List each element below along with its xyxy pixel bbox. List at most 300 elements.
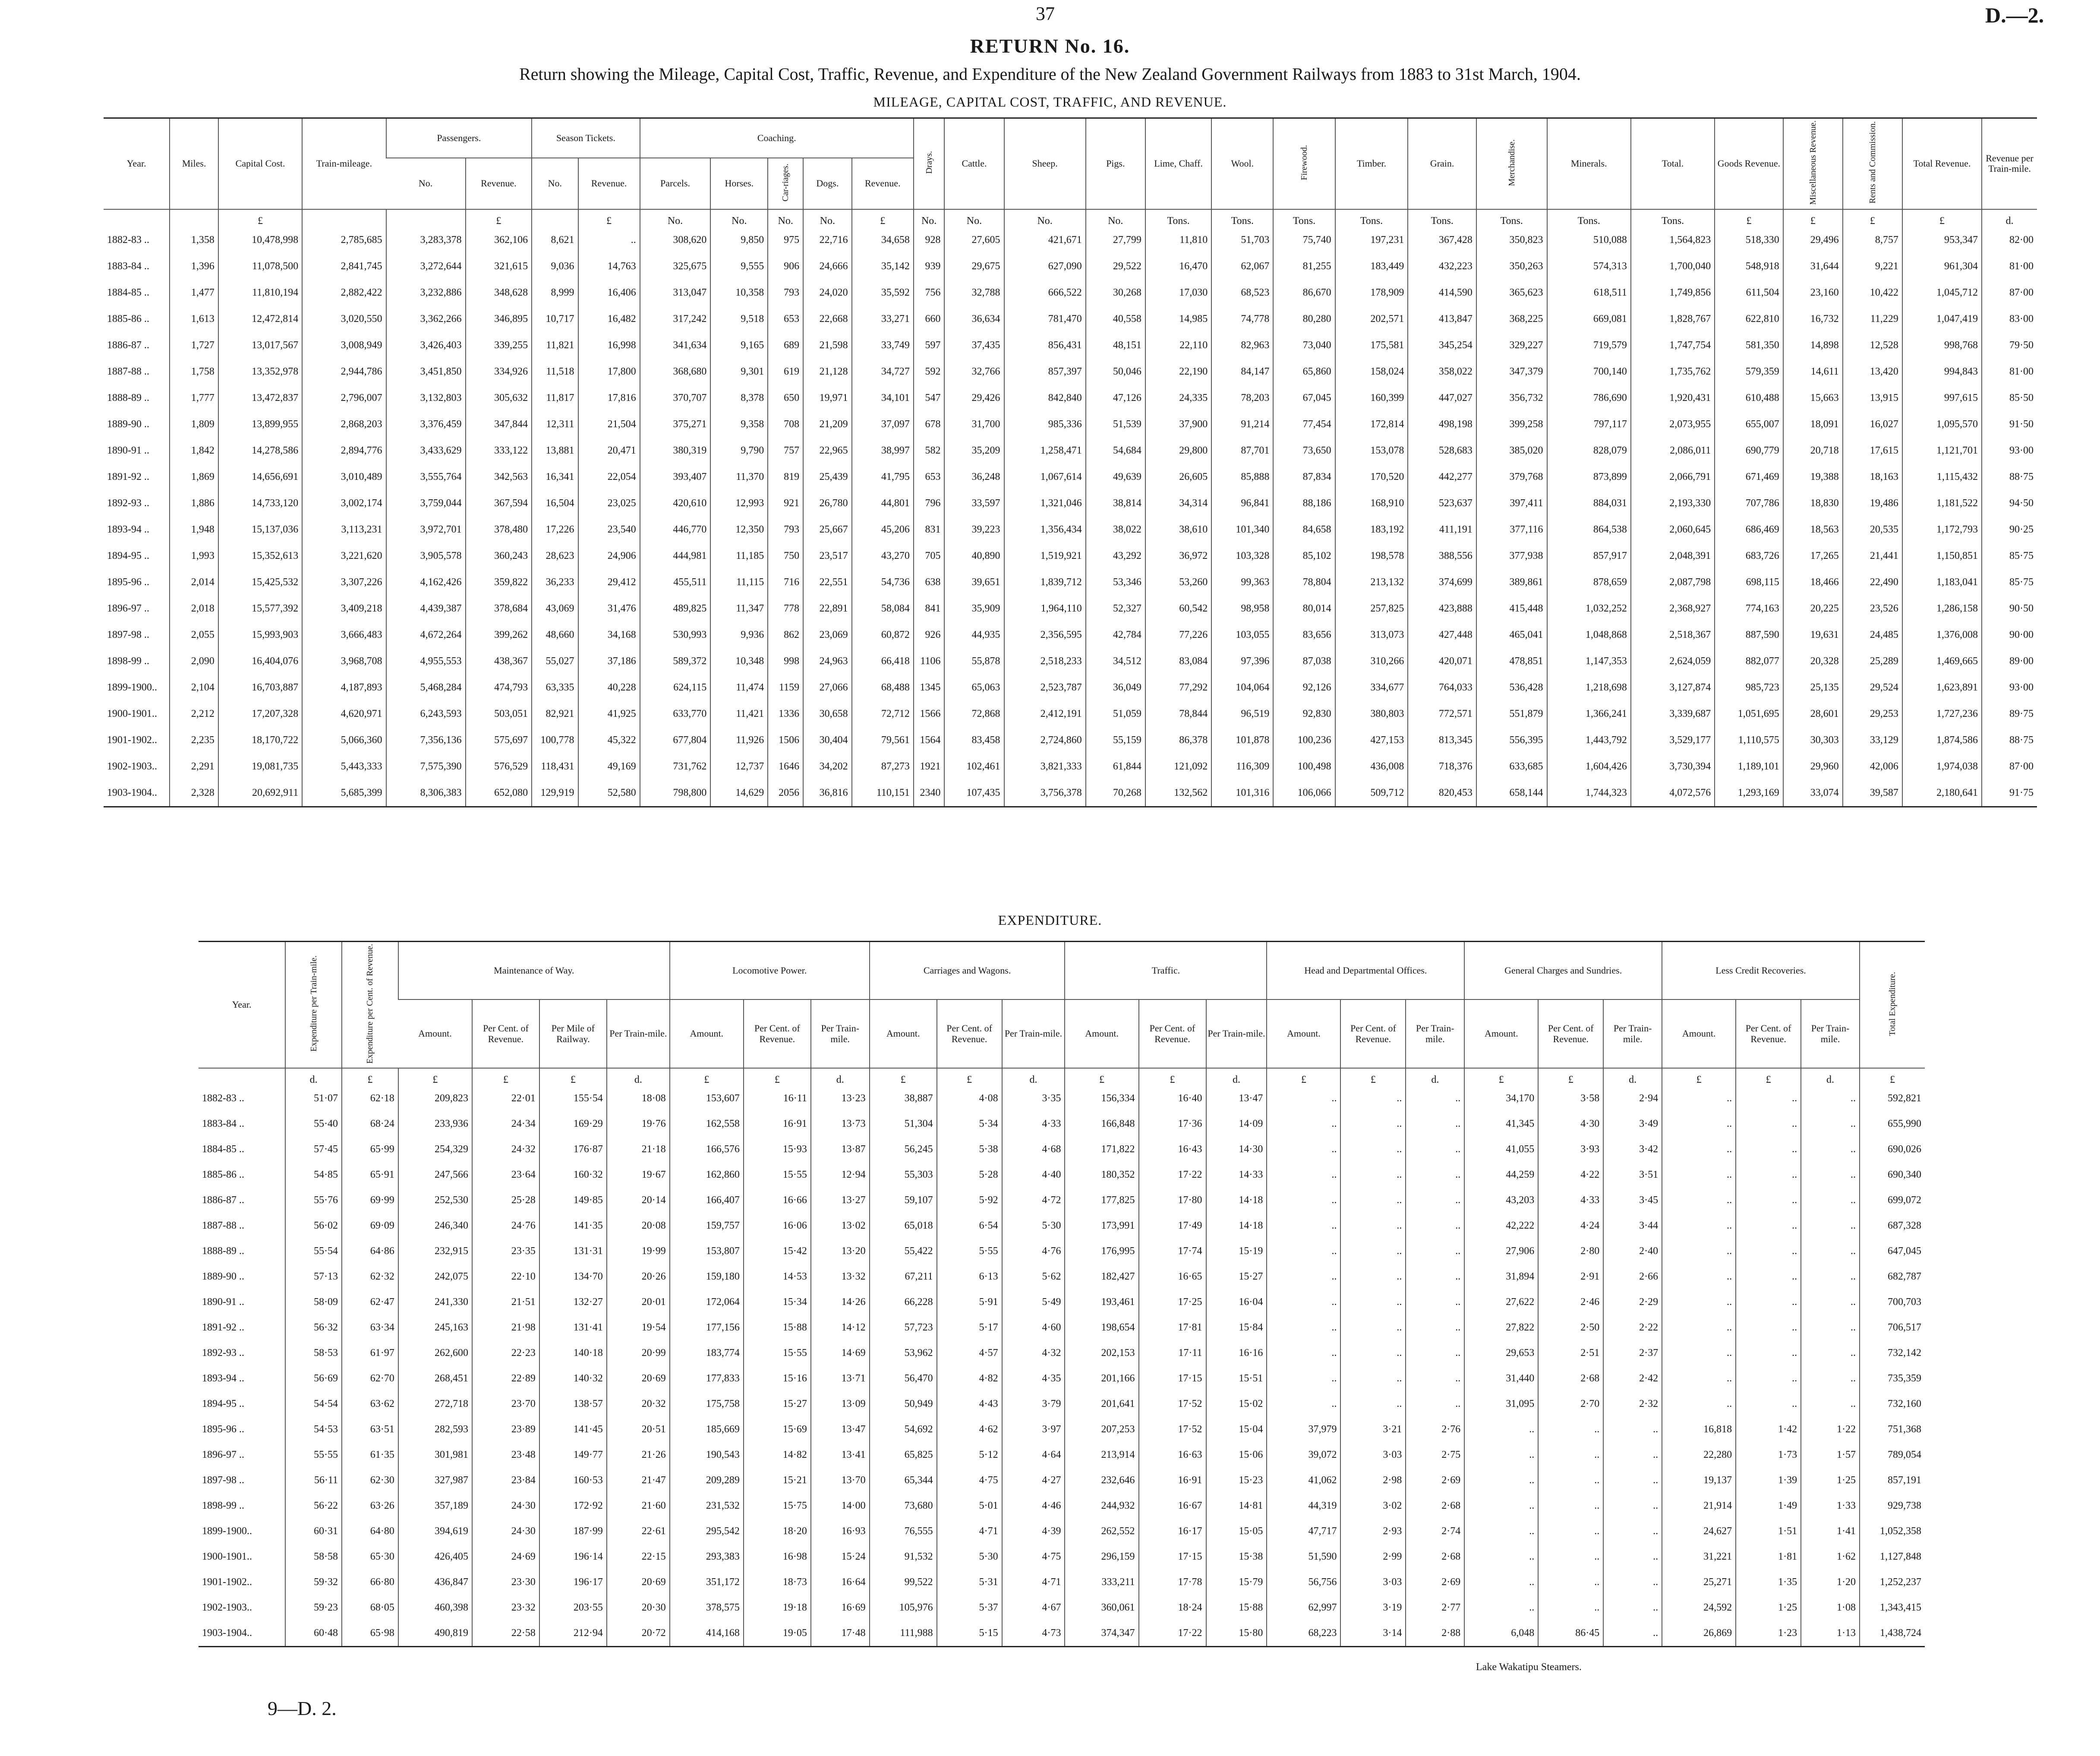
table-cell: 26,780 <box>803 490 852 517</box>
table-cell: 5·17 <box>937 1315 1002 1340</box>
table-cell: 15,425,532 <box>218 569 302 596</box>
table-cell: 20·69 <box>607 1366 670 1391</box>
table-cell: 153,807 <box>670 1239 744 1264</box>
table-cell: 677,804 <box>640 727 711 753</box>
table-cell: 61·97 <box>342 1340 398 1366</box>
col-lime-chaff: Lime, Chaff. <box>1145 118 1211 209</box>
table-cell: 3,426,403 <box>386 332 466 359</box>
table-cell: 23,025 <box>578 490 640 517</box>
table-cell: 1,443,792 <box>1547 727 1631 753</box>
table-cell: 47,717 <box>1267 1519 1340 1544</box>
unit-cell: Tons. <box>1547 209 1631 227</box>
table-cell: 2·77 <box>1406 1595 1464 1620</box>
table-cell: 1899-1900.. <box>107 681 157 693</box>
table-cell: 12,350 <box>710 517 768 543</box>
table-cell: 27,066 <box>803 675 852 701</box>
table-cell: 13·32 <box>811 1264 870 1289</box>
table-cell: .. <box>1406 1366 1464 1391</box>
table-cell: 478,851 <box>1476 648 1547 675</box>
lake-wakatipu-note: Lake Wakatipu Steamers. <box>1476 1661 1582 1673</box>
table-cell: 682,787 <box>1860 1264 1925 1289</box>
table-cell: 241,330 <box>398 1289 472 1315</box>
table-cell: 22,190 <box>1145 359 1211 385</box>
table-row <box>199 1289 1925 1315</box>
table-cell: 523,637 <box>1408 490 1476 517</box>
table-cell: 22,280 <box>1662 1442 1736 1468</box>
table-cell: 1·25 <box>1736 1595 1801 1620</box>
table-cell: 14,611 <box>1783 359 1843 385</box>
table-cell: 23,160 <box>1783 280 1843 306</box>
exp-sub-amount: Amount. <box>398 999 472 1068</box>
table-cell: 5,685,399 <box>302 780 386 807</box>
table-cell: 1,874,586 <box>1902 727 1982 753</box>
table-cell: 15·88 <box>744 1315 811 1340</box>
table-cell: .. <box>1340 1213 1406 1239</box>
table-cell: 1,564,823 <box>1631 227 1715 253</box>
table-cell: 906 <box>768 253 803 280</box>
table-cell: 97,396 <box>1211 648 1273 675</box>
table-cell: 856,431 <box>1004 332 1086 359</box>
table-cell: 21·60 <box>607 1493 670 1519</box>
table-cell: 12,993 <box>710 490 768 517</box>
table-cell: 5·91 <box>937 1289 1002 1315</box>
table-cell: 393,407 <box>640 464 711 490</box>
table-cell: 55·40 <box>285 1111 342 1137</box>
table-cell: 50,046 <box>1086 359 1145 385</box>
table-cell: 101,316 <box>1211 780 1273 807</box>
table-cell: 131·31 <box>539 1239 607 1264</box>
table-cell: .. <box>1538 1544 1603 1570</box>
table-cell: 166,848 <box>1065 1111 1138 1137</box>
table-cell: 20·99 <box>607 1340 670 1366</box>
table-cell: 18,163 <box>1843 464 1902 490</box>
table-cell: 21·18 <box>607 1137 670 1162</box>
table-cell: 751,368 <box>1860 1417 1925 1442</box>
table-cell: 82·00 <box>1982 227 2037 253</box>
table-cell: 333,211 <box>1065 1570 1138 1595</box>
table-cell: 37,097 <box>852 411 914 438</box>
table-cell: 14,898 <box>1783 332 1843 359</box>
table-cell: 22·61 <box>607 1519 670 1544</box>
table-cell: 333,122 <box>466 438 532 464</box>
table-cell: .. <box>1662 1086 1736 1111</box>
table-cell: 1,964,110 <box>1004 596 1086 622</box>
table-cell: 1,181,522 <box>1902 490 1982 517</box>
table-cell: 9,301 <box>710 359 768 385</box>
table-cell: 1901-1902.. <box>107 734 157 746</box>
table-cell: 75,740 <box>1273 227 1335 253</box>
table-cell: 1·42 <box>1736 1417 1801 1442</box>
table-cell: 65·30 <box>342 1544 398 1570</box>
table-cell: 447,027 <box>1408 385 1476 411</box>
table-cell: 1894-95 .. <box>202 1398 244 1409</box>
table-cell: 51,703 <box>1211 227 1273 253</box>
table-cell: 36,248 <box>944 464 1004 490</box>
table-cell: 15·23 <box>1206 1468 1267 1493</box>
table-cell: 547 <box>914 385 945 411</box>
table-cell: 90·00 <box>1982 622 2037 648</box>
table-cell: 793 <box>768 517 803 543</box>
table-cell: 22,716 <box>803 227 852 253</box>
table-cell: 20·01 <box>607 1289 670 1315</box>
table-cell: 509,712 <box>1335 780 1408 807</box>
table-cell: 658,144 <box>1476 780 1547 807</box>
table-cell: 1,052,358 <box>1860 1519 1925 1544</box>
table-cell: 1·35 <box>1736 1570 1801 1595</box>
table-cell: 399,262 <box>466 622 532 648</box>
table-cell: 162,558 <box>670 1111 744 1137</box>
table-row <box>104 332 2037 359</box>
table-cell: 171,822 <box>1065 1137 1138 1162</box>
table-cell: 25·28 <box>472 1188 539 1213</box>
table-cell: 28,623 <box>532 543 578 569</box>
table-cell: 313,047 <box>640 280 711 306</box>
table-row <box>104 227 2037 253</box>
table-cell: 168,910 <box>1335 490 1408 517</box>
table-cell: 1890-91 .. <box>107 445 149 456</box>
table-cell: 5·15 <box>937 1620 1002 1647</box>
unit-cell: £ <box>1065 1068 1138 1086</box>
table-cell: 2,518,233 <box>1004 648 1086 675</box>
table-row <box>104 596 2037 622</box>
table-cell: 1,828,767 <box>1631 306 1715 332</box>
table-cell: 19,388 <box>1783 464 1843 490</box>
table-cell: 1,727 <box>170 332 218 359</box>
table-cell: 3,020,550 <box>302 306 386 332</box>
table-cell: 18,466 <box>1783 569 1843 596</box>
table-cell: 160·53 <box>539 1468 607 1493</box>
table-cell: 1,356,434 <box>1004 517 1086 543</box>
table-cell: 1884-85 .. <box>107 287 149 298</box>
table-cell: 1,045,712 <box>1902 280 1982 306</box>
unit-cell: £ <box>870 1068 937 1086</box>
table-cell: 62·18 <box>342 1086 398 1111</box>
table-row <box>199 1239 1925 1264</box>
table-cell: 31,476 <box>578 596 640 622</box>
table-cell: .. <box>1662 1188 1736 1213</box>
table-cell: 15·05 <box>1206 1519 1267 1544</box>
table-cell: 3,972,701 <box>386 517 466 543</box>
table-cell: 52,327 <box>1086 596 1145 622</box>
table-cell: .. <box>1464 1595 1538 1620</box>
table-cell: 16,470 <box>1145 253 1211 280</box>
mileage-traffic-revenue-table <box>104 117 2037 807</box>
table-cell: 4·75 <box>937 1468 1002 1493</box>
table-cell: 13,420 <box>1843 359 1902 385</box>
table-cell: 14,278,586 <box>218 438 302 464</box>
table-cell: .. <box>1267 1289 1340 1315</box>
table-cell: 62·47 <box>342 1289 398 1315</box>
table-cell: 72,712 <box>852 701 914 727</box>
table-cell: 16·93 <box>811 1519 870 1544</box>
table-cell: 16·91 <box>1139 1468 1206 1493</box>
table-cell: 1,032,252 <box>1547 596 1631 622</box>
table-cell: .. <box>1603 1620 1662 1647</box>
table-cell: 3,010,489 <box>302 464 386 490</box>
table-cell: 196·17 <box>539 1570 607 1595</box>
table-cell: 2·75 <box>1406 1442 1464 1468</box>
table-cell: 17·15 <box>1139 1366 1206 1391</box>
table-cell: .. <box>1340 1239 1406 1264</box>
table-cell: 1·51 <box>1736 1519 1801 1544</box>
table-cell: 3·79 <box>1002 1391 1065 1417</box>
table-cell: .. <box>1662 1289 1736 1315</box>
table-cell: 19·99 <box>607 1239 670 1264</box>
table-cell: 2·70 <box>1538 1391 1603 1417</box>
table-cell: 633,770 <box>640 701 711 727</box>
table-cell: 19·54 <box>607 1315 670 1340</box>
exp-col-total: Total Expenditure. <box>1860 942 1925 1068</box>
table-cell: 257,825 <box>1335 596 1408 622</box>
exp-sub-per-cent-revenue: Per Cent. of Revenue. <box>472 999 539 1068</box>
table-cell: 1899-1900.. <box>202 1525 252 1537</box>
table-cell: 4,620,971 <box>302 701 386 727</box>
table-cell: 25,271 <box>1662 1570 1736 1595</box>
table-cell: 388,556 <box>1408 543 1476 569</box>
table-cell: 1884-85 .. <box>202 1143 244 1155</box>
table-cell: 129,919 <box>532 780 578 807</box>
unit-cell: £ <box>937 1068 1002 1086</box>
table-row <box>199 1620 1925 1647</box>
table-cell: 1·13 <box>1801 1620 1860 1647</box>
table-cell: 24·30 <box>472 1493 539 1519</box>
table-cell: 20,718 <box>1783 438 1843 464</box>
table-cell: 13·02 <box>811 1213 870 1239</box>
table-cell: 3,113,231 <box>302 517 386 543</box>
table-cell: 14·30 <box>1206 1137 1267 1162</box>
table-cell: 706,517 <box>1860 1315 1925 1340</box>
table-cell: 1,623,891 <box>1902 675 1982 701</box>
table-cell: 22·15 <box>607 1544 670 1570</box>
table-cell: 17·22 <box>1139 1620 1206 1647</box>
table-cell: 85·75 <box>1982 569 2037 596</box>
table-cell: 6,243,593 <box>386 701 466 727</box>
table-cell: 953,347 <box>1902 227 1982 253</box>
table-cell: 55,159 <box>1086 727 1145 753</box>
table-cell: .. <box>1736 1213 1801 1239</box>
table-cell: 35,142 <box>852 253 914 280</box>
table-cell: 56·11 <box>285 1468 342 1493</box>
table-cell: 9,358 <box>710 411 768 438</box>
table-cell: 2,368,927 <box>1631 596 1715 622</box>
table-cell: 5·12 <box>937 1442 1002 1468</box>
table-cell: 638 <box>914 569 945 596</box>
table-cell: 198,654 <box>1065 1315 1138 1340</box>
table-cell: 1,183,041 <box>1902 569 1982 596</box>
table-cell: 420,071 <box>1408 648 1476 675</box>
table-cell: 1,048,868 <box>1547 622 1631 648</box>
table-cell: 17,030 <box>1145 280 1211 306</box>
table-cell: 34,202 <box>803 753 852 780</box>
table-cell: 655,007 <box>1715 411 1783 438</box>
table-cell: 121,092 <box>1145 753 1211 780</box>
table-cell: 53,346 <box>1086 569 1145 596</box>
table-cell: 17·49 <box>1139 1213 1206 1239</box>
table-cell: 16·17 <box>1139 1519 1206 1544</box>
table-cell: 54·54 <box>285 1391 342 1417</box>
unit-cell: Tons. <box>1476 209 1547 227</box>
table-cell: 209,823 <box>398 1086 472 1111</box>
table-cell: 442,277 <box>1408 464 1476 490</box>
table-cell: 1,051,695 <box>1715 701 1783 727</box>
group-coaching: Coaching. <box>640 118 914 158</box>
table-row <box>104 569 2037 596</box>
table-cell: 2,086,011 <box>1631 438 1715 464</box>
table-cell: 716 <box>768 569 803 596</box>
table-cell: 27,605 <box>944 227 1004 253</box>
table-cell: .. <box>1801 1213 1860 1239</box>
table-cell: 17·11 <box>1139 1340 1206 1366</box>
table-cell: 4·76 <box>1002 1239 1065 1264</box>
table-cell: 83·00 <box>1982 306 2037 332</box>
table-cell: 12,472,814 <box>218 306 302 332</box>
table-cell: 732,160 <box>1860 1391 1925 1417</box>
table-cell: 1646 <box>768 753 803 780</box>
table-cell: .. <box>1603 1468 1662 1493</box>
table-cell: 232,915 <box>398 1239 472 1264</box>
group-head-offices: Head and Departmental Offices. <box>1267 942 1464 1000</box>
table-cell: .. <box>1662 1391 1736 1417</box>
table-cell: 1,067,614 <box>1004 464 1086 490</box>
table-cell: 29,253 <box>1843 701 1902 727</box>
table-cell: 1889-90 .. <box>202 1270 244 1282</box>
table-cell: 348,628 <box>466 280 532 306</box>
table-cell: 72,868 <box>944 701 1004 727</box>
table-cell: .. <box>1267 1086 1340 1111</box>
table-cell: 56·69 <box>285 1366 342 1391</box>
table-cell: 1901-1902.. <box>202 1576 252 1588</box>
table-row <box>199 1544 1925 1570</box>
unit-cell: d. <box>1801 1068 1860 1086</box>
table-row <box>199 1264 1925 1289</box>
table-cell: 16·04 <box>1206 1289 1267 1315</box>
table-cell: 16,732 <box>1783 306 1843 332</box>
table-cell: 10,358 <box>710 280 768 306</box>
table-cell: .. <box>1736 1315 1801 1340</box>
unit-cell: £ <box>670 1068 744 1086</box>
table-cell: 268,451 <box>398 1366 472 1391</box>
table-cell: 1,727,236 <box>1902 701 1982 727</box>
table-cell: 465,041 <box>1476 622 1547 648</box>
table-cell: 1898-99 .. <box>202 1500 244 1511</box>
table-cell: 1,396 <box>170 253 218 280</box>
table-cell: 91,532 <box>870 1544 937 1570</box>
table-cell: 653 <box>914 464 945 490</box>
table-cell: 21,209 <box>803 411 852 438</box>
table-cell: 212·94 <box>539 1620 607 1647</box>
table-row <box>104 517 2037 543</box>
table-cell: 60,542 <box>1145 596 1211 622</box>
unit-cell: £ <box>852 209 914 227</box>
table-cell: 347,844 <box>466 411 532 438</box>
table-cell: 111,988 <box>870 1620 937 1647</box>
table-cell: 65·98 <box>342 1620 398 1647</box>
exp-sub-per-cent-revenue: Per Cent. of Revenue. <box>744 999 811 1068</box>
table-cell: 2056 <box>768 780 803 807</box>
table-cell: 994,843 <box>1902 359 1982 385</box>
table-cell: 12,311 <box>532 411 578 438</box>
table-cell: 99,363 <box>1211 569 1273 596</box>
exp-sub-per-cent-revenue: Per Cent. of Revenue. <box>1736 999 1801 1068</box>
table-cell: 3·19 <box>1340 1595 1406 1620</box>
group-less-credit: Less Credit Recoveries. <box>1662 942 1860 1000</box>
table-cell: 56,756 <box>1267 1570 1340 1595</box>
table-cell: 13,915 <box>1843 385 1902 411</box>
table-cell: 655,990 <box>1860 1111 1925 1137</box>
table-cell: 43,203 <box>1464 1188 1538 1213</box>
table-cell: 576,529 <box>466 753 532 780</box>
table-cell: 16·91 <box>744 1111 811 1137</box>
table-cell: .. <box>1736 1086 1801 1111</box>
table-cell: 3·35 <box>1002 1086 1065 1111</box>
table-cell: .. <box>1406 1162 1464 1188</box>
table-cell: 51,539 <box>1086 411 1145 438</box>
table-cell: .. <box>1603 1417 1662 1442</box>
table-cell: .. <box>1340 1315 1406 1340</box>
table-cell: 29,960 <box>1783 753 1843 780</box>
table-cell: 15·24 <box>811 1544 870 1570</box>
table-cell: 170,520 <box>1335 464 1408 490</box>
unit-cell: £ <box>1736 1068 1801 1086</box>
unit-cell: Tons. <box>1408 209 1476 227</box>
table-cell: 2,518,367 <box>1631 622 1715 648</box>
table-cell: .. <box>1267 1213 1340 1239</box>
table-cell: 13,899,955 <box>218 411 302 438</box>
table-cell: 24,627 <box>1662 1519 1736 1544</box>
table-cell: 4·32 <box>1002 1340 1065 1366</box>
table-cell: 1,744,323 <box>1547 780 1631 807</box>
table-cell: .. <box>1736 1391 1801 1417</box>
table-cell: 90·50 <box>1982 596 2037 622</box>
table-cell: 633,685 <box>1476 753 1547 780</box>
table-row <box>199 1391 1925 1417</box>
table-cell: 4·30 <box>1538 1111 1603 1137</box>
table-cell: 132,562 <box>1145 780 1211 807</box>
group-passengers: Passengers. <box>386 118 532 158</box>
table-cell: 34,170 <box>1464 1086 1538 1111</box>
table-cell: 244,932 <box>1065 1493 1138 1519</box>
table-cell: .. <box>1464 1468 1538 1493</box>
col-firewood: Firewood. <box>1273 118 1335 209</box>
table-cell: 19·18 <box>744 1595 811 1620</box>
table-cell: 66·80 <box>342 1570 398 1595</box>
table-cell: 310,266 <box>1335 648 1408 675</box>
table-cell: 4·57 <box>937 1340 1002 1366</box>
unit-cell <box>199 1068 285 1086</box>
table-cell: 42,006 <box>1843 753 1902 780</box>
table-cell: 23,069 <box>803 622 852 648</box>
table-cell: 1·39 <box>1736 1468 1801 1493</box>
table-cell: 3,232,886 <box>386 280 466 306</box>
table-cell: .. <box>1801 1239 1860 1264</box>
table-cell: 36,233 <box>532 569 578 596</box>
table-cell: 166,576 <box>670 1137 744 1162</box>
table-cell: 17·80 <box>1139 1188 1206 1213</box>
table-cell: 54,736 <box>852 569 914 596</box>
table-cell: 2,356,595 <box>1004 622 1086 648</box>
table-cell: 1·23 <box>1736 1620 1801 1647</box>
table-cell: 1,286,158 <box>1902 596 1982 622</box>
table-cell: 59·23 <box>285 1595 342 1620</box>
table-cell: 134·70 <box>539 1264 607 1289</box>
table-cell: .. <box>1736 1239 1801 1264</box>
table-cell: 4·71 <box>937 1519 1002 1544</box>
table-cell: 575,697 <box>466 727 532 753</box>
table-cell: 16,998 <box>578 332 640 359</box>
col-timber: Timber. <box>1335 118 1408 209</box>
table-cell: 5·34 <box>937 1111 1002 1137</box>
table-cell: 350,823 <box>1476 227 1547 253</box>
